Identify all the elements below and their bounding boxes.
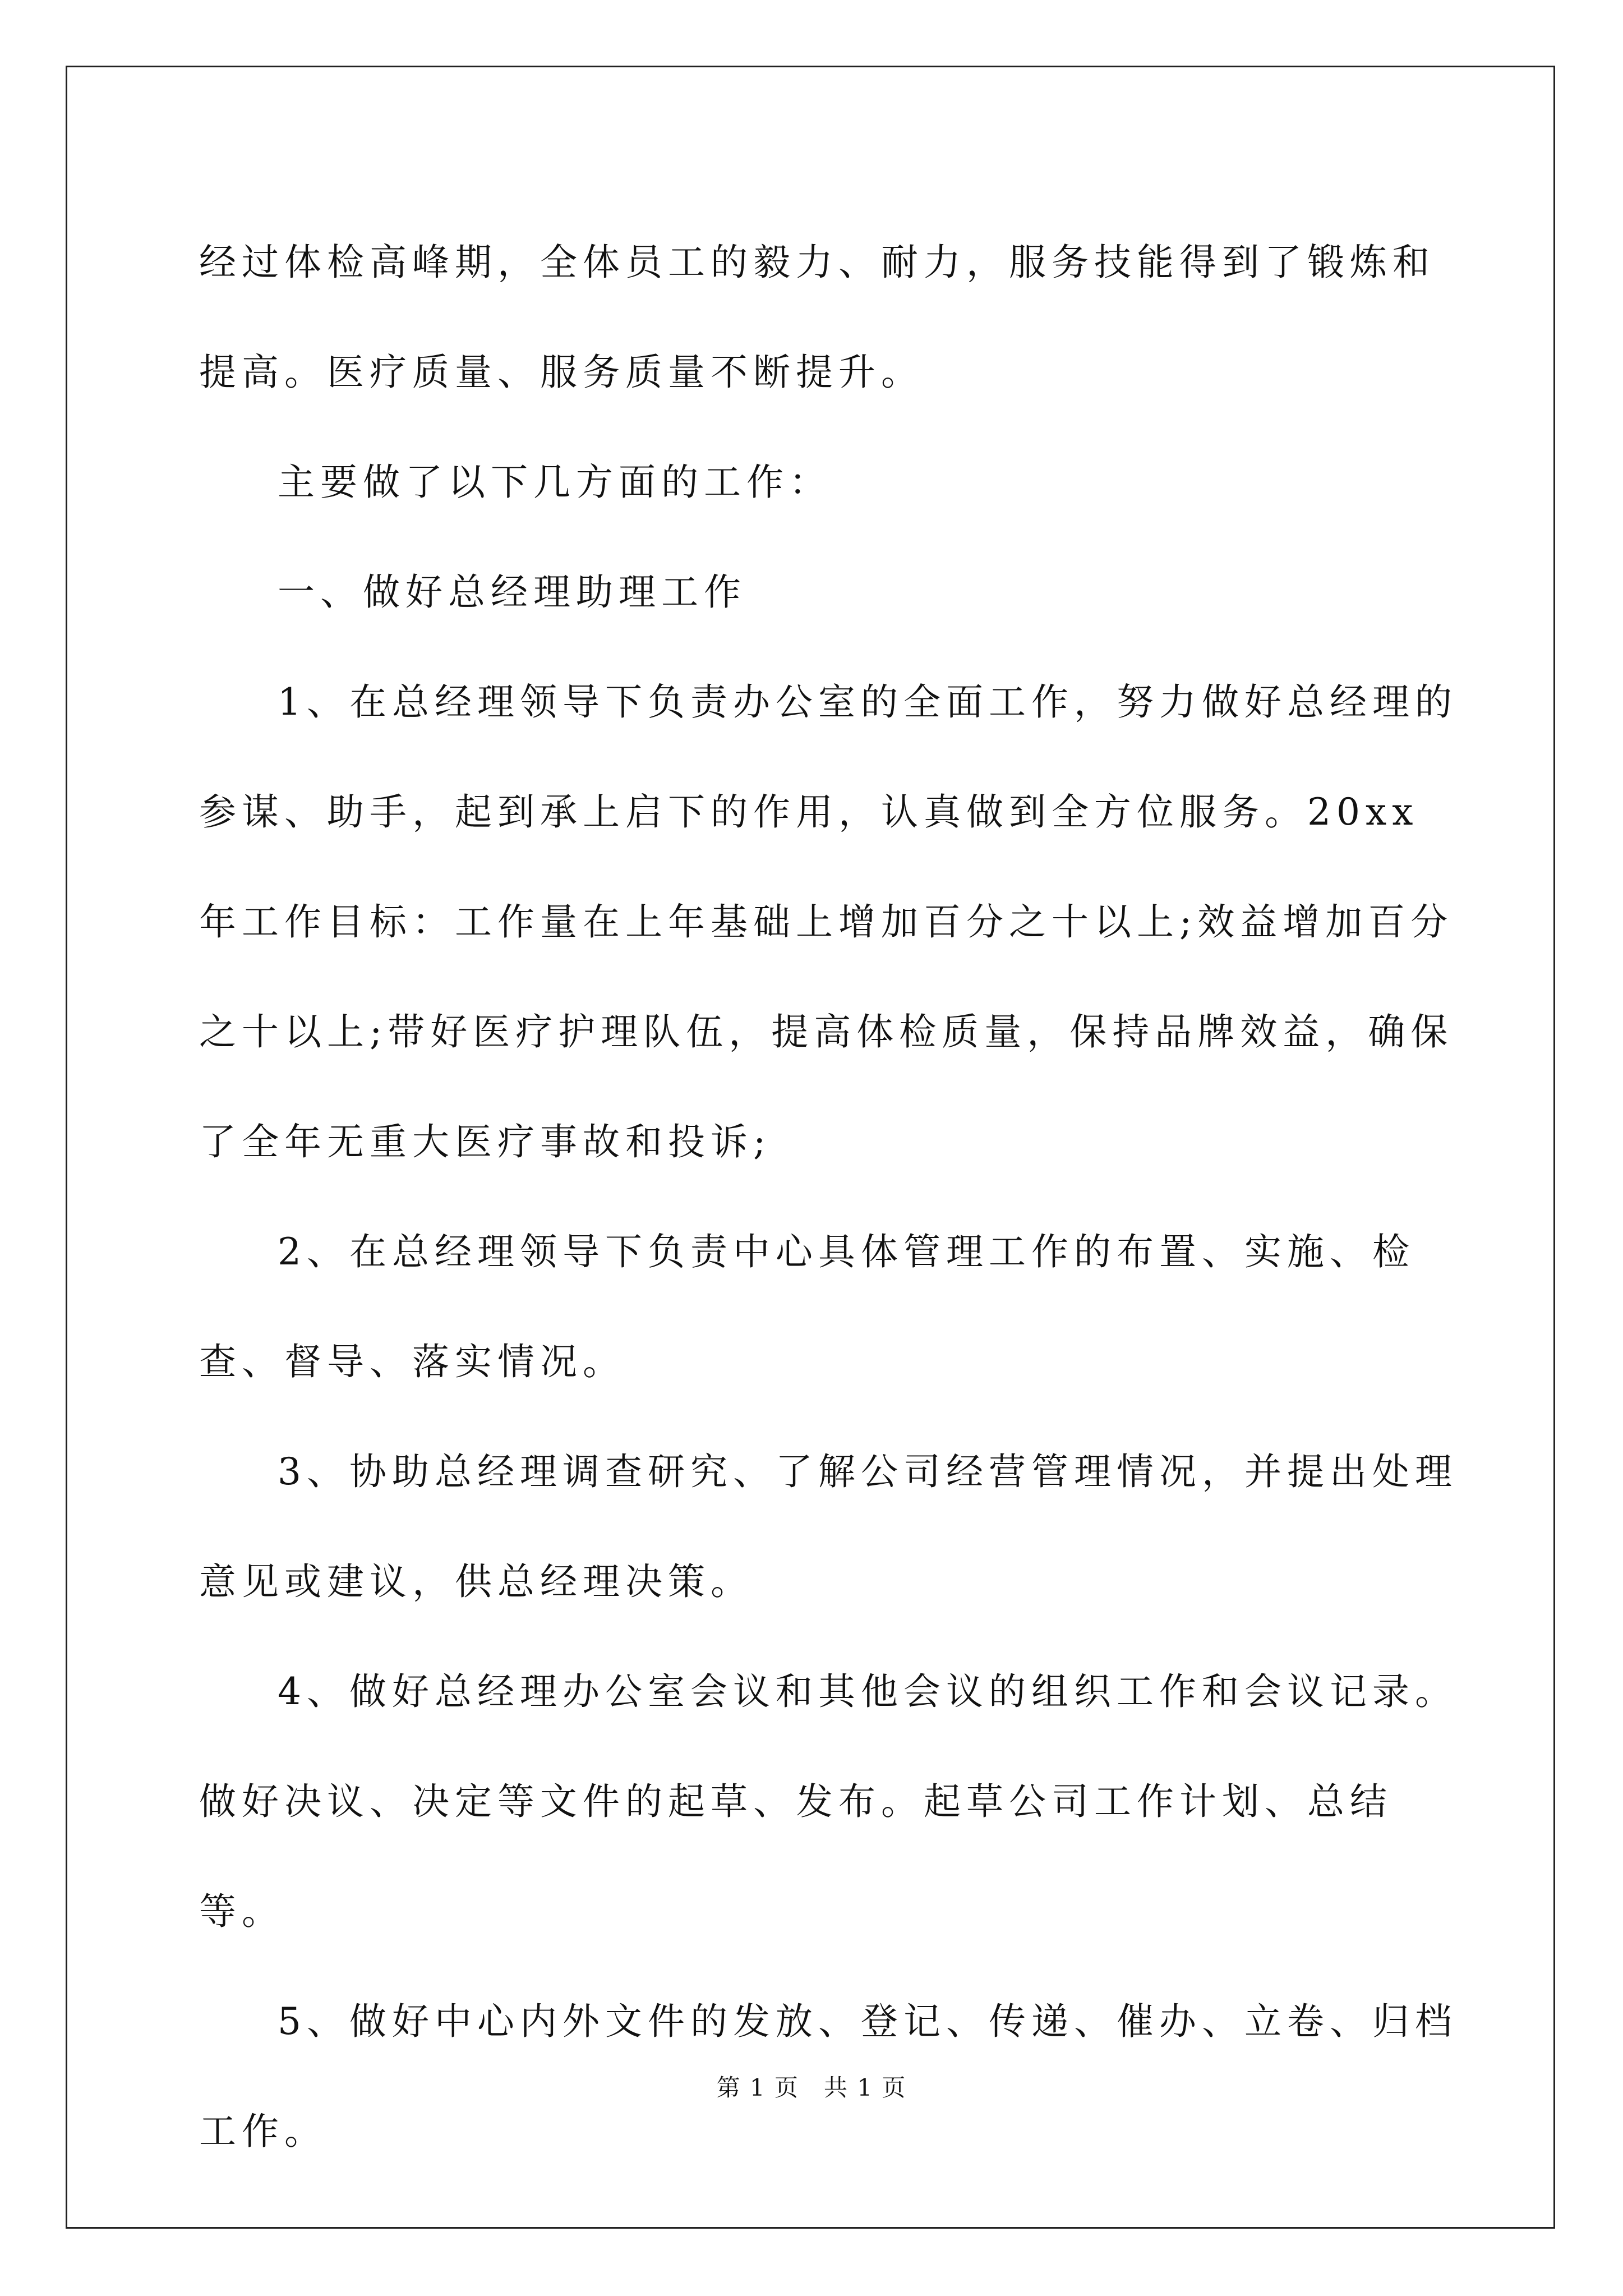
list-item-4: 4、做好总经理办公室会议和其他会议的组织工作和会议记录。做好决议、决定等文件的起草、发布。起草公司工作计划、总结等。 [199, 1670, 1458, 1933]
list-item-1: 1、在总经理领导下负责办公室的全面工作，努力做好总经理的参谋、助手，起到承上启下的作用，认真做到全方位服务。20xx 年工作目标：工作量在上年基础上增加百分之十以上;效益增加百分之十以上;带好医疗护理队伍，提高体检质量，保持品牌效益，确保了全年无重大医疗事故和投诉; [199, 680, 1458, 1163]
page-number-footer: 第 1 页 共 1 页 [716, 2074, 907, 2101]
paragraph-intro: 经过体检高峰期，全体员工的毅力、耐力，服务技能得到了锻炼和提高。医疗质量、服务质量不断提升。 [199, 241, 1435, 394]
paragraph-work-summary: 主要做了以下几方面的工作： [278, 461, 832, 504]
section-heading-assistant-work: 一、做好总经理助理工作 [278, 570, 746, 614]
list-item-3: 3、协助总经理调查研究、了解公司经营管理情况，并提出处理意见或建议，供总经理决策。 [199, 1450, 1458, 1603]
document-body [199, 208, 1461, 2187]
list-item-5: 5、做好中心内外文件的发放、登记、传递、催办、立卷、归档工作。 [199, 2000, 1458, 2153]
list-item-2: 2、在总经理领导下负责中心具体管理工作的布置、实施、检查、督导、落实情况。 [199, 1230, 1415, 1383]
